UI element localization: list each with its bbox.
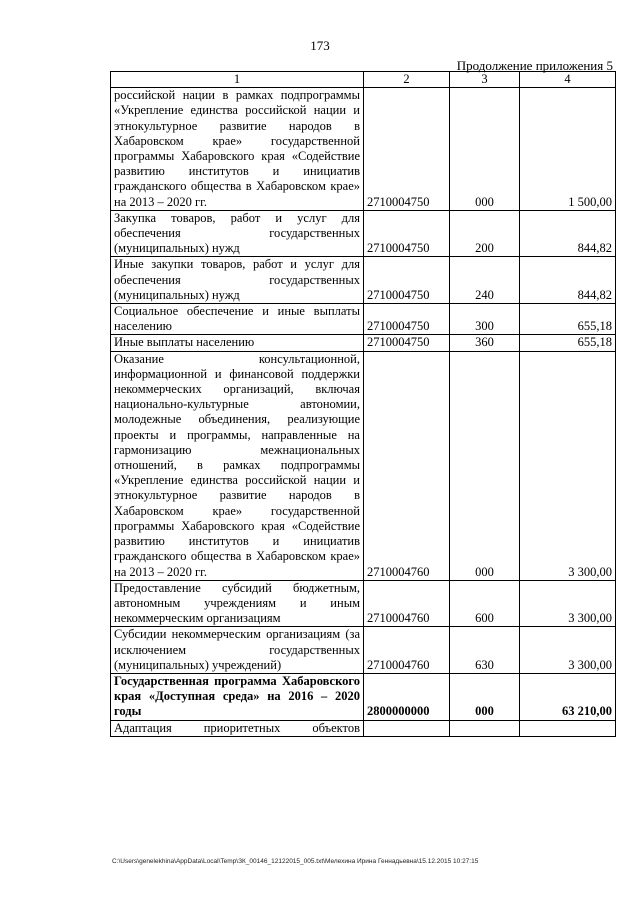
row-name: Оказание консультационной, информационной и финансовой поддержки некоммерческих организаций, включая национально-культурные автономии, молодежные объединения, реализующие проекты и программы, направленные на гармонизацию межнациональных отношений, в рамках подпрограммы «Укрепление единства российской нации и этнокультурное развитие народов в Хабаровском крае» государственной программы Хабаровского края «Содействие развитию институтов и инициатив гражданского общества в Хабаровском крае» на 2013 – 2020 гг.: [111, 351, 364, 580]
header-col-4: 4: [520, 72, 616, 88]
table-row: [111, 335, 616, 351]
table-row: [111, 720, 616, 736]
row-type: 200: [450, 210, 520, 257]
row-type: 000: [450, 351, 520, 580]
budget-table: [110, 71, 616, 737]
row-name: Иные выплаты населению: [111, 335, 364, 351]
row-type: 600: [450, 580, 520, 627]
row-type: 630: [450, 627, 520, 674]
row-type: 300: [450, 304, 520, 335]
table-row: [111, 210, 616, 257]
row-code: 2710004760: [364, 627, 450, 674]
row-name: Предоставление субсидий бюджетным, автономным учреждениям и иным некоммерческим организациям: [111, 580, 364, 627]
row-amount: 63 210,00: [520, 673, 616, 720]
row-type: 360: [450, 335, 520, 351]
row-code: 2710004760: [364, 580, 450, 627]
row-name: Иные закупки товаров, работ и услуг для обеспечения государственных (муниципальных) нужд: [111, 257, 364, 304]
header-col-1: 1: [111, 72, 364, 88]
table-row: [111, 351, 616, 580]
row-type: 000: [450, 673, 520, 720]
row-code: 2710004750: [364, 257, 450, 304]
page-number: 173: [310, 38, 330, 53]
row-amount: [520, 720, 616, 736]
row-name: Адаптация приоритетных объектов: [111, 720, 364, 736]
row-amount: 844,82: [520, 210, 616, 257]
row-name: российской нации в рамках подпрограммы «Укрепление единства российской нации и этнокультурное развитие народов в Хабаровском крае» государственной программы Хабаровского края «Содействие развитию институтов и инициатив гражданского общества в Хабаровском крае» на 2013 – 2020 гг.: [111, 88, 364, 211]
row-name: Закупка товаров, работ и услуг для обеспечения государственных (муниципальных) нужд: [111, 210, 364, 257]
row-code: 2710004750: [364, 335, 450, 351]
continuation-label: Продолжение приложения 5: [456, 58, 613, 73]
footer-file-path: C:\Users\genelekhina\AppData\Local\Temp\ЗК_00146_12122015_005.txt\Мелехина Ирина Геннадьевна\15.12.2015 10:27:15: [112, 858, 479, 865]
row-name: Субсидии некоммерческим организациям (за исключением государственных (муниципальных) учреждений): [111, 627, 364, 674]
row-code: 2710004750: [364, 88, 450, 211]
table-row: [111, 88, 616, 211]
row-amount: 655,18: [520, 304, 616, 335]
table-row: [111, 257, 616, 304]
row-type: [450, 720, 520, 736]
table-row-program-total: [111, 673, 616, 720]
row-amount: 1 500,00: [520, 88, 616, 211]
row-code: [364, 720, 450, 736]
table-row: [111, 627, 616, 674]
row-type: 000: [450, 88, 520, 211]
row-amount: 3 300,00: [520, 580, 616, 627]
row-type: 240: [450, 257, 520, 304]
row-amount: 844,82: [520, 257, 616, 304]
row-amount: 3 300,00: [520, 627, 616, 674]
row-code: 2800000000: [364, 673, 450, 720]
row-amount: 3 300,00: [520, 351, 616, 580]
row-name: Государственная программа Хабаровского края «Доступная среда» на 2016 – 2020 годы: [111, 673, 364, 720]
row-amount: 655,18: [520, 335, 616, 351]
table-row: [111, 580, 616, 627]
row-code: 2710004750: [364, 210, 450, 257]
header-col-2: 2: [364, 72, 450, 88]
header-col-3: 3: [450, 72, 520, 88]
table-row: [111, 304, 616, 335]
row-name: Социальное обеспечение и иные выплаты населению: [111, 304, 364, 335]
table-header-row: [111, 72, 616, 88]
row-code: 2710004750: [364, 304, 450, 335]
row-code: 2710004760: [364, 351, 450, 580]
